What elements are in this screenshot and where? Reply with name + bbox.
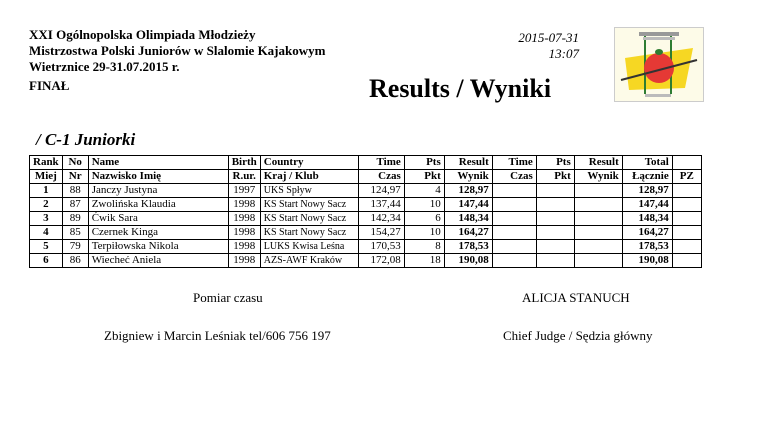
birth-year-cell: 1998 bbox=[228, 254, 260, 268]
col-result2-subheader: Wynik bbox=[574, 170, 622, 184]
event-subtitle: Mistrzostwa Polski Juniorów w Slalomie Kajakowym bbox=[29, 43, 326, 58]
bib-number-cell: 86 bbox=[62, 254, 88, 268]
birth-year-cell: 1998 bbox=[228, 212, 260, 226]
col-name-header: Name bbox=[88, 156, 228, 170]
club-cell: KS Start Nowy Sacz bbox=[260, 198, 358, 212]
col-total-subheader: Łącznie bbox=[622, 170, 672, 184]
club-cell: KS Start Nowy Sacz bbox=[260, 226, 358, 240]
penalty-points2-cell bbox=[536, 254, 574, 268]
penalty-points-cell: 8 bbox=[404, 240, 444, 254]
col-pts-subheader: Pkt bbox=[404, 170, 444, 184]
club-cell: UKS Spływ bbox=[260, 184, 358, 198]
col-time2-subheader: Czas bbox=[492, 170, 536, 184]
time2-cell bbox=[492, 184, 536, 198]
race-phase: FINAŁ bbox=[29, 78, 70, 93]
total-cell: 128,97 bbox=[622, 184, 672, 198]
event-title: XXI Ogólnopolska Olimpiada Młodzieży bbox=[29, 27, 256, 42]
col-club-subheader: Kraj / Klub bbox=[260, 170, 358, 184]
bib-number-cell: 88 bbox=[62, 184, 88, 198]
col-pts2-header: Pts bbox=[536, 156, 574, 170]
col-time2-header: Time bbox=[492, 156, 536, 170]
category-heading: / C-1 Juniorki bbox=[36, 130, 136, 149]
pz-cell bbox=[672, 184, 701, 198]
birth-year-cell: 1997 bbox=[228, 184, 260, 198]
report-date: 2015-07-31 bbox=[518, 30, 579, 45]
result-cell: 148,34 bbox=[444, 212, 492, 226]
time-cell: 172,08 bbox=[358, 254, 404, 268]
col-time-header: Time bbox=[358, 156, 404, 170]
time-cell: 142,34 bbox=[358, 212, 404, 226]
time-cell: 170,53 bbox=[358, 240, 404, 254]
birth-year-cell: 1998 bbox=[228, 226, 260, 240]
club-cell: KS Start Nowy Sacz bbox=[260, 212, 358, 226]
header-row-bottom bbox=[30, 170, 702, 184]
event-venue: Wietrznice 29-31.07.2015 r. bbox=[29, 59, 180, 74]
penalty-points-cell: 10 bbox=[404, 198, 444, 212]
pz-cell bbox=[672, 198, 701, 212]
table-row bbox=[30, 198, 702, 212]
col-result2-header: Result bbox=[574, 156, 622, 170]
total-cell: 148,34 bbox=[622, 212, 672, 226]
result-cell: 190,08 bbox=[444, 254, 492, 268]
rank-cell: 6 bbox=[30, 254, 63, 268]
olympiad-kayak-apple-logo-icon bbox=[614, 27, 704, 102]
total-cell: 147,44 bbox=[622, 198, 672, 212]
rank-cell: 2 bbox=[30, 198, 63, 212]
pz-cell bbox=[672, 254, 701, 268]
athlete-name-cell: Ćwik Sara bbox=[88, 212, 228, 226]
club-cell: AZS-AWF Kraków bbox=[260, 254, 358, 268]
col-name-subheader: Nazwisko Imię bbox=[88, 170, 228, 184]
report-time: 13:07 bbox=[548, 46, 579, 61]
col-pts2-subheader: Pkt bbox=[536, 170, 574, 184]
chief-judge-name: ALICJA STANUCH bbox=[522, 290, 630, 305]
club-cell: LUKS Kwisa Leśna bbox=[260, 240, 358, 254]
result-cell: 164,27 bbox=[444, 226, 492, 240]
col-rank-subheader: Miej bbox=[30, 170, 63, 184]
rank-cell: 4 bbox=[30, 226, 63, 240]
athlete-name-cell: Terpiłowska Nikola bbox=[88, 240, 228, 254]
pz-cell bbox=[672, 240, 701, 254]
result-cell: 147,44 bbox=[444, 198, 492, 212]
time-cell: 154,27 bbox=[358, 226, 404, 240]
page-title: Results / Wyniki bbox=[369, 74, 552, 103]
time2-cell bbox=[492, 240, 536, 254]
table-row bbox=[30, 254, 702, 268]
bib-number-cell: 79 bbox=[62, 240, 88, 254]
penalty-points2-cell bbox=[536, 198, 574, 212]
result2-cell bbox=[574, 184, 622, 198]
rank-cell: 5 bbox=[30, 240, 63, 254]
col-time-subheader: Czas bbox=[358, 170, 404, 184]
time2-cell bbox=[492, 198, 536, 212]
total-cell: 178,53 bbox=[622, 240, 672, 254]
col-birth-subheader: R.ur. bbox=[228, 170, 260, 184]
table-row bbox=[30, 212, 702, 226]
time2-cell bbox=[492, 226, 536, 240]
pz-cell bbox=[672, 212, 701, 226]
col-country-header: Country bbox=[260, 156, 358, 170]
time2-cell bbox=[492, 212, 536, 226]
athlete-name-cell: Czernek Kinga bbox=[88, 226, 228, 240]
penalty-points-cell: 6 bbox=[404, 212, 444, 226]
col-no-subheader: Nr bbox=[62, 170, 88, 184]
penalty-points2-cell bbox=[536, 184, 574, 198]
table-row bbox=[30, 184, 702, 198]
athlete-name-cell: Janczy Justyna bbox=[88, 184, 228, 198]
col-pts-header: Pts bbox=[404, 156, 444, 170]
result2-cell bbox=[574, 198, 622, 212]
penalty-points2-cell bbox=[536, 212, 574, 226]
bib-number-cell: 87 bbox=[62, 198, 88, 212]
col-no-header: No bbox=[62, 156, 88, 170]
header-row-top bbox=[30, 156, 702, 170]
table-row bbox=[30, 226, 702, 240]
col-birth-header: Birth bbox=[228, 156, 260, 170]
result-cell: 178,53 bbox=[444, 240, 492, 254]
result2-cell bbox=[574, 240, 622, 254]
total-cell: 190,08 bbox=[622, 254, 672, 268]
timing-label: Pomiar czasu bbox=[193, 290, 263, 305]
result2-cell bbox=[574, 226, 622, 240]
birth-year-cell: 1998 bbox=[228, 240, 260, 254]
col-rank-header: Rank bbox=[30, 156, 63, 170]
col-total-header: Total bbox=[622, 156, 672, 170]
penalty-points2-cell bbox=[536, 240, 574, 254]
pz-cell bbox=[672, 226, 701, 240]
time-cell: 124,97 bbox=[358, 184, 404, 198]
total-cell: 164,27 bbox=[622, 226, 672, 240]
result2-cell bbox=[574, 212, 622, 226]
penalty-points-cell: 10 bbox=[404, 226, 444, 240]
birth-year-cell: 1998 bbox=[228, 198, 260, 212]
col-result-header: Result bbox=[444, 156, 492, 170]
penalty-points-cell: 18 bbox=[404, 254, 444, 268]
bib-number-cell: 89 bbox=[62, 212, 88, 226]
rank-cell: 3 bbox=[30, 212, 63, 226]
bib-number-cell: 85 bbox=[62, 226, 88, 240]
col-result-subheader: Wynik bbox=[444, 170, 492, 184]
timing-names: Zbigniew i Marcin Leśniak tel/606 756 197 bbox=[104, 328, 331, 343]
results-table bbox=[29, 155, 702, 268]
athlete-name-cell: Wiecheć Aniela bbox=[88, 254, 228, 268]
time-cell: 137,44 bbox=[358, 198, 404, 212]
athlete-name-cell: Zwolińska Klaudia bbox=[88, 198, 228, 212]
col-pz-header bbox=[672, 156, 701, 170]
result-cell: 128,97 bbox=[444, 184, 492, 198]
penalty-points-cell: 4 bbox=[404, 184, 444, 198]
table-row bbox=[30, 240, 702, 254]
penalty-points2-cell bbox=[536, 226, 574, 240]
chief-judge-label: Chief Judge / Sędzia główny bbox=[503, 328, 653, 343]
result2-cell bbox=[574, 254, 622, 268]
rank-cell: 1 bbox=[30, 184, 63, 198]
time2-cell bbox=[492, 254, 536, 268]
col-pz-subheader: PZ bbox=[672, 170, 701, 184]
